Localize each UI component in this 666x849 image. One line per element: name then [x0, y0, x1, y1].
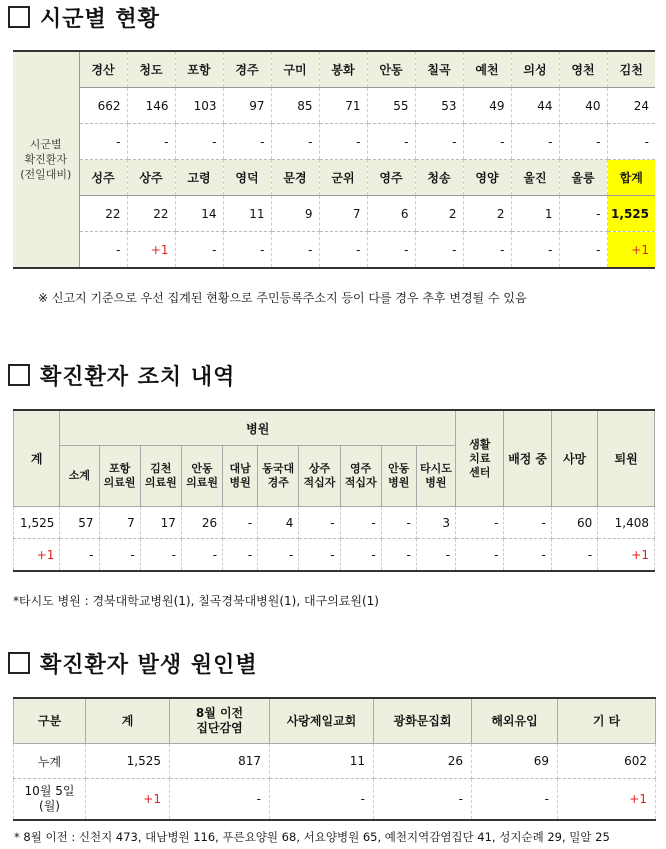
measure-total-cell: 7 — [99, 507, 140, 539]
region-change-cell: - — [175, 124, 223, 160]
header-hospital-sub: 안동 병원 — [381, 446, 416, 507]
measure-change-cell: - — [381, 539, 416, 572]
region-name-cell: 김천 — [607, 51, 655, 88]
region-name-cell: 포항 — [175, 51, 223, 88]
region-change-cell: - — [511, 232, 559, 269]
cause-cumulative-cell: 69 — [472, 744, 558, 779]
measure-total-cell: - — [223, 507, 258, 539]
region-total-cell: 146 — [127, 88, 175, 124]
section-title-infection-cause: 확진환자 발생 원인별 — [8, 648, 258, 679]
region-total-cell: 9 — [271, 196, 319, 232]
cause-daily-cell: +1 — [558, 779, 656, 821]
region-total-cell: 97 — [223, 88, 271, 124]
region-change-cell: - — [127, 124, 175, 160]
header-treatment-center: 생활 치료 센터 — [456, 410, 504, 507]
region-total-cell: 53 — [415, 88, 463, 124]
cause-daily-row — [14, 779, 656, 821]
header-hospital-sub: 대남 병원 — [223, 446, 258, 507]
region-note: ※ 신고지 기준으로 우선 집계된 현황으로 주민등록주소지 등이 다를 경우 추후 변경될 수 있음 — [38, 291, 527, 305]
measure-total-cell: - — [504, 507, 551, 539]
region-name-cell: 경산 — [79, 51, 127, 88]
region-change-cell: - — [415, 124, 463, 160]
region-name-row — [13, 51, 655, 88]
cause-header-row — [14, 698, 656, 744]
measure-change-cell: - — [258, 539, 299, 572]
measure-change-cell: - — [456, 539, 504, 572]
measure-total-cell: - — [456, 507, 504, 539]
header-total: 계 — [14, 410, 60, 507]
header-hospital-sub: 영주 적십자 — [340, 446, 381, 507]
region-change-cell: - — [511, 124, 559, 160]
cause-cumulative-cell: 817 — [170, 744, 270, 779]
measure-change-cell: - — [551, 539, 597, 572]
measure-change-cell: +1 — [14, 539, 60, 572]
region-change-row — [13, 124, 655, 160]
region-change-cell: - — [271, 232, 319, 269]
region-total-cell: 49 — [463, 88, 511, 124]
region-total-cell: 14 — [175, 196, 223, 232]
measure-total-cell: 60 — [551, 507, 597, 539]
region-change-cell: - — [175, 232, 223, 269]
region-name-cell: 구미 — [271, 51, 319, 88]
region-change-cell: - — [463, 124, 511, 160]
cause-cumulative-cell: 11 — [270, 744, 374, 779]
region-change-cell: - — [463, 232, 511, 269]
cause-daily-cell: - — [374, 779, 472, 821]
region-name-cell: 상주 — [127, 160, 175, 196]
cause-cumulative-row — [14, 744, 656, 779]
region-name-row — [13, 160, 655, 196]
measures-change-row — [14, 539, 655, 572]
region-name-cell: 군위 — [319, 160, 367, 196]
region-status-table — [13, 50, 655, 269]
checkbox-square-icon — [8, 364, 30, 386]
header-hospital-sub: 타시도 병원 — [416, 446, 455, 507]
region-total-cell: 44 — [511, 88, 559, 124]
measures-total-row — [14, 507, 655, 539]
hospital-note: *타시도 병원 : 경북대학교병원(1), 칠곡경북대병원(1), 대구의료원(1) — [13, 594, 379, 608]
cause-daily-cell: +1 — [86, 779, 170, 821]
region-change-cell: - — [607, 124, 655, 160]
measure-total-cell: 1,408 — [598, 507, 655, 539]
region-name-cell: 울릉 — [559, 160, 607, 196]
region-name-cell: 예천 — [463, 51, 511, 88]
measures-header-row-1 — [14, 410, 655, 446]
cause-header-cell: 8월 이전 집단감염 — [170, 698, 270, 744]
region-total-cell: 6 — [367, 196, 415, 232]
region-change-row — [13, 232, 655, 269]
measure-change-cell: - — [340, 539, 381, 572]
region-total-cell: 7 — [319, 196, 367, 232]
measure-total-cell: - — [299, 507, 340, 539]
cause-header-cell: 기 타 — [558, 698, 656, 744]
cause-note: * 8월 이전 : 신천지 473, 대남병원 116, 푸른요양원 68, 서요양병원 65, 예천지역감염집단 41, 성지순례 29, 밀알 25 — [14, 830, 610, 844]
region-change-cell: - — [559, 124, 607, 160]
region-change-cell: - — [79, 232, 127, 269]
region-total-cell: 1,525 — [607, 196, 655, 232]
region-change-cell: - — [319, 232, 367, 269]
region-change-cell: - — [319, 124, 367, 160]
measure-total-cell: - — [340, 507, 381, 539]
header-assigning: 배정 중 — [504, 410, 551, 507]
region-total-cell: 22 — [127, 196, 175, 232]
measure-change-cell: - — [60, 539, 99, 572]
region-total-cell: 71 — [319, 88, 367, 124]
region-name-cell: 영덕 — [223, 160, 271, 196]
header-hospital-sub: 동국대 경주 — [258, 446, 299, 507]
region-change-cell: - — [367, 232, 415, 269]
header-death: 사망 — [551, 410, 597, 507]
region-name-cell: 고령 — [175, 160, 223, 196]
section-title-patient-measures: 확진환자 조치 내역 — [8, 360, 235, 391]
cause-daily-cell: - — [270, 779, 374, 821]
cause-header-cell: 해외유입 — [472, 698, 558, 744]
region-change-cell: +1 — [127, 232, 175, 269]
measure-total-cell: 1,525 — [14, 507, 60, 539]
checkbox-square-icon — [8, 652, 30, 674]
region-name-cell: 안동 — [367, 51, 415, 88]
region-name-cell: 청도 — [127, 51, 175, 88]
measure-total-cell: 26 — [181, 507, 222, 539]
region-name-cell: 청송 — [415, 160, 463, 196]
region-name-cell: 문경 — [271, 160, 319, 196]
header-hospital-sub: 소계 — [60, 446, 99, 507]
measure-change-cell: - — [99, 539, 140, 572]
region-change-cell: - — [415, 232, 463, 269]
region-name-cell: 영주 — [367, 160, 415, 196]
cause-header-cell: 구분 — [14, 698, 86, 744]
region-total-cell: 1 — [511, 196, 559, 232]
header-hospital: 병원 — [60, 410, 456, 446]
measure-change-cell: - — [181, 539, 222, 572]
header-hospital-sub: 김천 의료원 — [140, 446, 181, 507]
patient-measures-table — [13, 409, 655, 572]
cause-header-cell: 사랑제일교회 — [270, 698, 374, 744]
region-total-cell: 11 — [223, 196, 271, 232]
region-total-cell: 22 — [79, 196, 127, 232]
region-name-cell: 칠곡 — [415, 51, 463, 88]
measure-total-cell: 17 — [140, 507, 181, 539]
header-hospital-sub: 안동 의료원 — [181, 446, 222, 507]
region-total-cell: 2 — [415, 196, 463, 232]
cause-daily-cell: - — [472, 779, 558, 821]
region-change-cell: - — [79, 124, 127, 160]
measure-change-cell: - — [140, 539, 181, 572]
measure-total-cell: 57 — [60, 507, 99, 539]
cause-cumulative-cell: 누계 — [14, 744, 86, 779]
cause-header-cell: 계 — [86, 698, 170, 744]
region-name-cell: 울진 — [511, 160, 559, 196]
region-total-row — [13, 196, 655, 232]
measure-change-cell: - — [299, 539, 340, 572]
header-discharge: 퇴원 — [598, 410, 655, 507]
region-change-cell: - — [559, 232, 607, 269]
region-change-cell: - — [223, 124, 271, 160]
region-total-cell: 85 — [271, 88, 319, 124]
region-change-cell: - — [367, 124, 415, 160]
region-change-cell: - — [223, 232, 271, 269]
region-change-cell: - — [271, 124, 319, 160]
checkbox-square-icon — [8, 6, 30, 28]
measure-change-cell: - — [416, 539, 455, 572]
region-name-cell: 영천 — [559, 51, 607, 88]
region-total-cell: 40 — [559, 88, 607, 124]
region-total-cell: - — [559, 196, 607, 232]
region-name-cell: 성주 — [79, 160, 127, 196]
infection-cause-table — [13, 697, 656, 821]
row-label: 시군별 확진환자 (전일대비) — [13, 51, 79, 268]
region-total-cell: 662 — [79, 88, 127, 124]
measure-total-cell: 4 — [258, 507, 299, 539]
measure-total-cell: 3 — [416, 507, 455, 539]
cause-cumulative-cell: 26 — [374, 744, 472, 779]
region-name-cell: 봉화 — [319, 51, 367, 88]
header-hospital-sub: 상주 적십자 — [299, 446, 340, 507]
region-name-cell: 합계 — [607, 160, 655, 196]
measure-change-cell: - — [223, 539, 258, 572]
region-name-cell: 경주 — [223, 51, 271, 88]
region-name-cell: 의성 — [511, 51, 559, 88]
cause-daily-cell: - — [170, 779, 270, 821]
section-title-region-status: 시군별 현황 — [8, 2, 160, 33]
region-total-cell: 2 — [463, 196, 511, 232]
cause-date-label: 10월 5일 (월) — [14, 779, 86, 821]
cause-cumulative-cell: 602 — [558, 744, 656, 779]
region-change-cell: +1 — [607, 232, 655, 269]
measure-change-cell: - — [504, 539, 551, 572]
cause-cumulative-cell: 1,525 — [86, 744, 170, 779]
measure-change-cell: +1 — [598, 539, 655, 572]
measure-total-cell: - — [381, 507, 416, 539]
region-name-cell: 영양 — [463, 160, 511, 196]
region-total-cell: 55 — [367, 88, 415, 124]
region-total-cell: 103 — [175, 88, 223, 124]
cause-header-cell: 광화문집회 — [374, 698, 472, 744]
region-total-cell: 24 — [607, 88, 655, 124]
header-hospital-sub: 포항 의료원 — [99, 446, 140, 507]
region-total-row — [13, 88, 655, 124]
